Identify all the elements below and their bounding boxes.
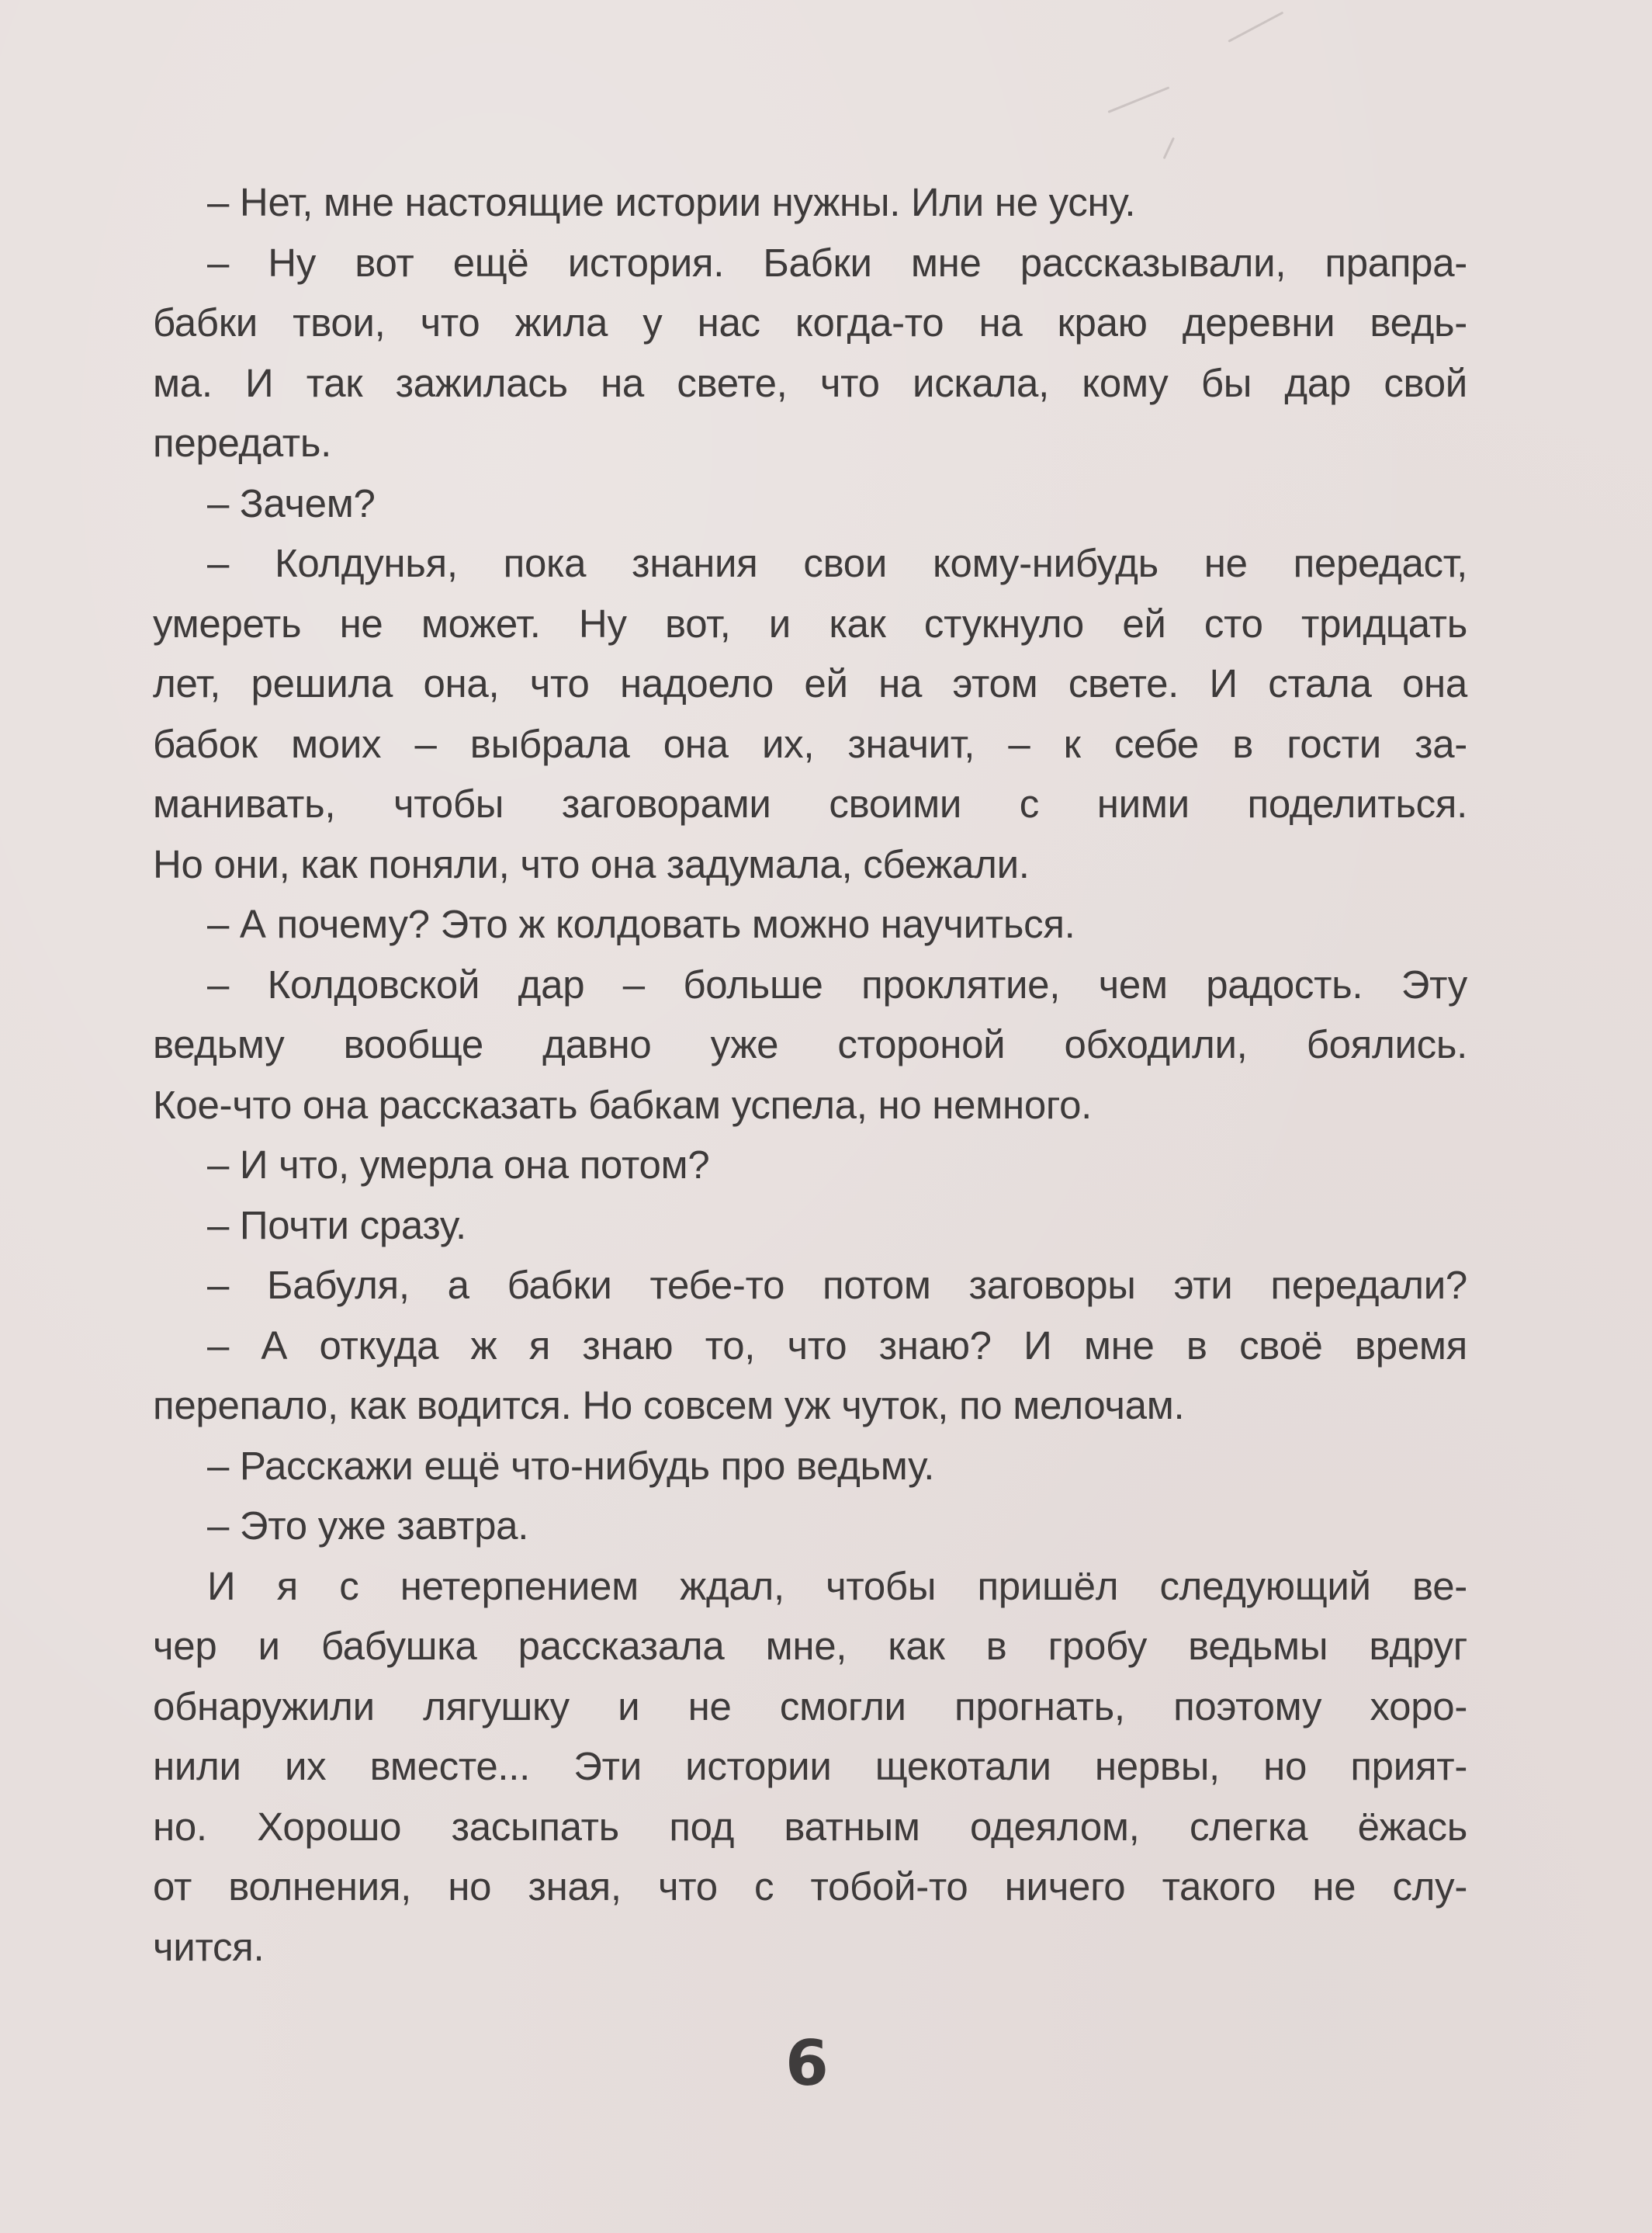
text-line: – Бабуля, а бабки тебе-то потом заговоры эти передали? — [207, 1263, 1467, 1307]
text-line: умереть не может. Ну вот, и как стукнуло ей сто тридцать — [153, 601, 1467, 646]
text-line: но. Хорошо засыпать под ватным одеялом, слегка ёжась — [153, 1804, 1467, 1849]
text-line: Но они, как поняли, что она задумала, сбежали. — [153, 841, 1030, 886]
text-line: бабки твои, что жила у нас когда-то на краю деревни ведь- — [153, 300, 1467, 345]
text-line: ма. И так зажилась на свете, что искала, кому бы дар свой — [153, 360, 1467, 405]
paper-scratch-mark — [1107, 86, 1169, 113]
text-line: перепало, как водится. Но совсем уж чуток, по мелочам. — [153, 1383, 1185, 1427]
text-line: – И что, умерла она потом? — [207, 1143, 710, 1187]
text-line: Кое-что она рассказать бабкам успела, но немного. — [153, 1082, 1092, 1127]
text-line: – Колдунья, пока знания свои кому-нибудь не передаст, — [207, 541, 1467, 585]
paper-scratch-mark — [1228, 12, 1283, 43]
page-number: 6 — [785, 2027, 829, 2100]
text-line: передать. — [153, 421, 331, 465]
text-line: – А почему? Это ж колдовать можно научиться. — [207, 902, 1075, 946]
text-line: – Это уже завтра. — [207, 1503, 529, 1548]
text-line: ведьму вообще давно уже стороной обходили, боялись. — [153, 1022, 1467, 1066]
text-line: – Колдовской дар – больше проклятие, чем радость. Эту — [207, 962, 1467, 1007]
text-line: манивать, чтобы заговорами своими с ними поделиться. — [153, 782, 1467, 826]
text-line: бабок моих – выбрала она их, значит, – к себе в гости за- — [153, 721, 1467, 766]
paper-scratch-mark — [1163, 137, 1175, 159]
text-line: – Почти сразу. — [207, 1202, 466, 1247]
text-line: – А откуда ж я знаю то, что знаю? И мне в своё время — [207, 1323, 1467, 1368]
body-text — [153, 172, 1467, 1977]
text-line: чится. — [153, 1924, 265, 1969]
text-line: – Нет, мне настоящие истории нужны. Или не усну. — [207, 180, 1136, 224]
text-line: – Ну вот ещё история. Бабки мне рассказывали, прапра- — [207, 240, 1467, 285]
text-line: нили их вместе... Эти истории щекотали нервы, но прият- — [153, 1744, 1467, 1788]
text-line: от волнения, но зная, что с тобой-то ничего такого не слу- — [153, 1864, 1467, 1909]
text-line: – Зачем? — [207, 480, 376, 525]
text-line: И я с нетерпением ждал, чтобы пришёл следующий ве- — [207, 1563, 1467, 1608]
text-line: обнаружили лягушку и не смогли прогнать, поэтому хоро- — [153, 1683, 1467, 1728]
text-line: чер и бабушка рассказала мне, как в гробу ведьмы вдруг — [153, 1624, 1467, 1668]
text-line: – Расскажи ещё что-нибудь про ведьму. — [207, 1443, 935, 1488]
text-line: лет, решила она, что надоело ей на этом свете. И стала она — [153, 661, 1467, 706]
